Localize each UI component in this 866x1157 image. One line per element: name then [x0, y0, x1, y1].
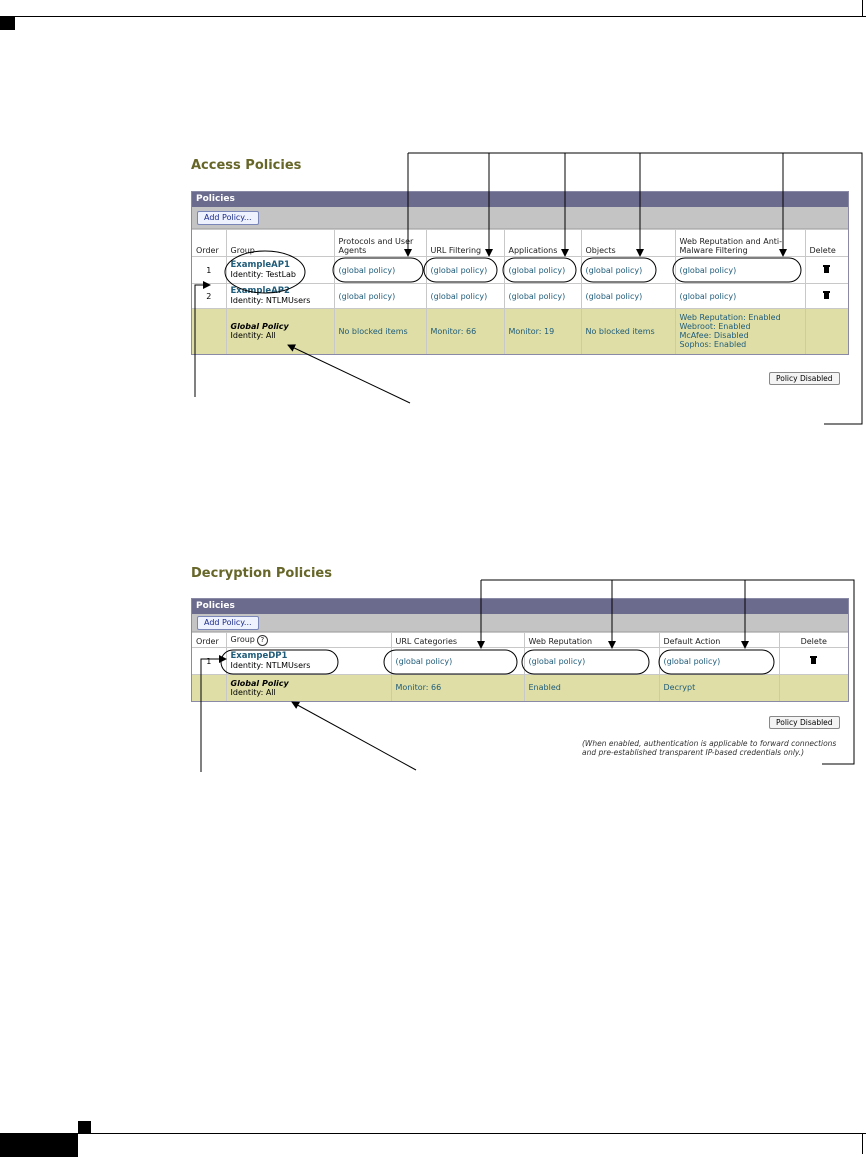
global-identity: Identity: All	[230, 331, 276, 341]
callout-ellipse	[581, 258, 656, 282]
global-policy-label: Global Policy	[230, 678, 289, 688]
callout-line	[201, 659, 226, 772]
callout-bracket	[481, 580, 854, 764]
protocols-link[interactable]: (global policy)	[334, 284, 426, 309]
callout-ellipse	[673, 258, 801, 282]
webrep-status: Web Reputation: Enabled	[679, 313, 781, 323]
callout-bracket	[408, 153, 862, 424]
row-order: 1	[192, 648, 226, 675]
objects-link[interactable]: (global policy)	[581, 257, 675, 284]
group-identity: Identity: TestLab	[230, 270, 297, 279]
callout-line	[195, 285, 210, 397]
group-identity: Identity: NTLMUsers	[230, 661, 311, 670]
add-policy-button[interactable]: Add Policy...	[197, 616, 259, 630]
note-line: (When enabled, authentication is applicable to forward connections	[582, 739, 837, 748]
objects-link[interactable]: (global policy)	[581, 284, 675, 309]
callout-line	[292, 702, 416, 770]
web-reputation-link[interactable]: (global policy)	[675, 284, 805, 309]
decryption-policies-title: Decryption Policies	[191, 566, 332, 581]
column-header-web-reputation: Web Reputation	[524, 633, 659, 648]
callout-ellipse	[333, 258, 423, 282]
global-identity: Identity: All	[230, 687, 276, 697]
default-action-link[interactable]: (global policy)	[659, 648, 779, 675]
group-link[interactable]: ExampeDP1	[230, 651, 288, 661]
help-icon[interactable]: ?	[257, 635, 268, 646]
global-applications-link[interactable]: Monitor: 19	[504, 309, 581, 354]
access-policies-title: Access Policies	[191, 158, 302, 173]
column-header-delete: Delete	[805, 230, 848, 257]
column-header-protocols: Protocols and User Agents	[334, 230, 426, 257]
applications-link[interactable]: (global policy)	[504, 257, 581, 284]
group-link[interactable]: ExampleAP2	[230, 286, 290, 296]
callout-ellipse	[659, 650, 774, 674]
policy-disabled-button[interactable]: Policy Disabled	[769, 372, 840, 385]
column-header-web-reputation: Web Reputation and Anti-Malware Filtering	[675, 230, 805, 257]
column-header-default-action: Default Action	[659, 633, 779, 648]
url-categories-link[interactable]: (global policy)	[391, 648, 524, 675]
web-reputation-link[interactable]: (global policy)	[524, 648, 659, 675]
mcafee-status: McAfee: Disabled	[679, 331, 749, 341]
sophos-status: Sophos: Enabled	[679, 340, 747, 350]
callout-ellipse	[503, 258, 576, 282]
callout-ellipse	[225, 251, 305, 293]
note-line: and pre-established transparent IP-based credentials only.)	[582, 748, 805, 757]
global-objects-link[interactable]: No blocked items	[581, 309, 675, 354]
callout-ellipse	[221, 650, 338, 674]
row-order: 2	[192, 284, 226, 309]
column-header-url-filtering: URL Filtering	[426, 230, 504, 257]
global-web-reputation-link[interactable]: Enabled	[524, 675, 659, 701]
column-header-order: Order	[192, 633, 226, 648]
callout-ellipse	[384, 650, 517, 674]
global-protocols-link[interactable]: No blocked items	[334, 309, 426, 354]
policy-disabled-button[interactable]: Policy Disabled	[769, 716, 840, 729]
global-policy-label: Global Policy	[230, 322, 289, 332]
callout-line	[288, 345, 410, 403]
url-filtering-link[interactable]: (global policy)	[426, 284, 504, 309]
group-header-label: Group	[230, 635, 255, 644]
global-url-categories-link[interactable]: Monitor: 66	[391, 675, 524, 701]
column-header-delete: Delete	[779, 633, 848, 648]
column-header-group: Group	[226, 230, 334, 257]
panel-header: Policies	[192, 192, 848, 207]
group-link[interactable]: ExampleAP1	[230, 260, 290, 270]
url-filtering-link[interactable]: (global policy)	[426, 257, 504, 284]
global-url-filtering-link[interactable]: Monitor: 66	[426, 309, 504, 354]
applications-link[interactable]: (global policy)	[504, 284, 581, 309]
protocols-link[interactable]: (global policy)	[334, 257, 426, 284]
callout-ellipse	[424, 258, 497, 282]
column-header-order: Order	[192, 230, 226, 257]
group-identity: Identity: NTLMUsers	[230, 296, 311, 305]
panel-header: Policies	[192, 599, 848, 614]
webroot-status: Webroot: Enabled	[679, 322, 751, 332]
column-header-applications: Applications	[504, 230, 581, 257]
web-reputation-link[interactable]: (global policy)	[675, 257, 805, 284]
add-policy-button[interactable]: Add Policy...	[197, 211, 259, 225]
callout-ellipse	[522, 650, 649, 674]
row-order: 1	[192, 257, 226, 284]
column-header-url-categories: URL Categories	[391, 633, 524, 648]
column-header-objects: Objects	[581, 230, 675, 257]
global-default-action-link[interactable]: Decrypt	[659, 675, 779, 701]
